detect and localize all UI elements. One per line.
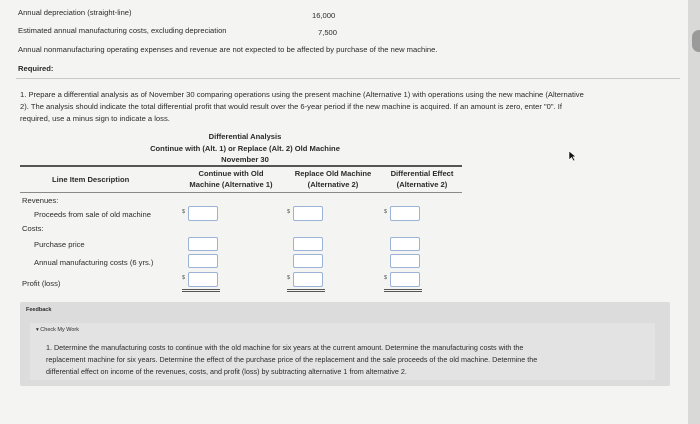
- divider: [16, 78, 680, 79]
- total-underline: [182, 289, 220, 290]
- diff-proceeds-input[interactable]: [390, 206, 420, 221]
- alt2-profit-input[interactable]: [293, 272, 323, 287]
- feedback-label: Feedback: [26, 307, 52, 313]
- currency-symbol: $: [182, 275, 186, 281]
- row-purchase-price: Purchase price: [34, 240, 85, 249]
- depreciation-value: 16,000: [312, 11, 336, 20]
- alt1-manufacturing-input[interactable]: [188, 254, 218, 268]
- row-profit-loss: Profit (loss): [22, 279, 61, 288]
- total-underline: [182, 291, 220, 292]
- row-revenues: Revenues:: [22, 196, 59, 205]
- caret-down-icon: ▾: [36, 327, 39, 333]
- col-header-line-item: Line Item Description: [52, 175, 130, 184]
- total-underline: [287, 291, 325, 292]
- currency-symbol: $: [287, 209, 291, 215]
- diff-profit-input[interactable]: [390, 272, 420, 287]
- diff-manufacturing-input[interactable]: [390, 254, 420, 268]
- window-edge: [688, 0, 700, 424]
- currency-symbol: $: [384, 209, 388, 215]
- col-header-alt2-line2: (Alternative 2): [307, 180, 359, 189]
- row-costs: Costs:: [22, 224, 44, 233]
- total-underline: [287, 289, 325, 290]
- diff-purchase-input[interactable]: [390, 237, 420, 251]
- table-date: November 30: [221, 155, 269, 164]
- instruction-line-3: required, use a minus sign to indicate a loss.: [20, 114, 170, 123]
- table-title: Differential Analysis: [208, 132, 282, 141]
- total-underline: [384, 291, 422, 292]
- feedback-line-1: 1. Determine the manufacturing costs to continue with the old machine for six years at the current amount. Determine the manufacturing costs with the: [46, 343, 524, 352]
- row-proceeds: Proceeds from sale of old machine: [34, 210, 151, 219]
- currency-symbol: $: [384, 275, 388, 281]
- table-top-rule: [20, 165, 462, 167]
- required-label: Required:: [18, 64, 54, 73]
- depreciation-label: Annual depreciation (straight-line): [18, 8, 132, 17]
- currency-symbol: $: [182, 209, 186, 215]
- currency-symbol: $: [287, 275, 291, 281]
- row-manufacturing-costs: Annual manufacturing costs (6 yrs.): [34, 258, 154, 267]
- feedback-line-3: differential effect on income of the revenues, costs, and profit (loss) by subtracting alternative 1 from alternative 2.: [46, 367, 407, 376]
- instruction-line-1: 1. Prepare a differential analysis as of November 30 comparing operations using the present machine (Alternative 1) with operations using the new machine (Alternative: [20, 90, 584, 99]
- feedback-line-2: replacement machine for six years. Determine the effect of the purchase price of the replacement and the sale proceeds of the old machine. Determine the: [46, 355, 538, 364]
- col-header-alt1-line2: Machine (Alternative 1): [189, 180, 273, 189]
- total-underline: [384, 289, 422, 290]
- col-header-diff-line1: Differential Effect: [390, 169, 454, 178]
- alt1-proceeds-input[interactable]: [188, 206, 218, 221]
- instruction-line-2: 2). The analysis should indicate the total differential profit that would result over the 6-year period if the new machine is acquired. If an amount is zero, enter "0". If: [20, 102, 563, 111]
- manufacturing-cost-label: Estimated annual manufacturing costs, excluding depreciation: [18, 26, 227, 35]
- alt2-manufacturing-input[interactable]: [293, 254, 323, 268]
- check-my-work-toggle[interactable]: [36, 327, 79, 333]
- alt1-profit-input[interactable]: [188, 272, 218, 287]
- check-my-work-label: Check My Work: [40, 327, 80, 333]
- header-rule: [20, 192, 462, 193]
- col-header-alt2-line1: Replace Old Machine: [294, 169, 372, 178]
- alt2-proceeds-input[interactable]: [293, 206, 323, 221]
- table-subtitle: Continue with (Alt. 1) or Replace (Alt. 2) Old Machine: [150, 144, 340, 153]
- manufacturing-cost-value: 7,500: [318, 28, 338, 37]
- mouse-cursor-icon: [568, 150, 577, 162]
- scroll-handle[interactable]: [692, 30, 700, 52]
- col-header-alt1-line1: Continue with Old: [198, 169, 264, 178]
- col-header-diff-line2: (Alternative 2): [396, 180, 448, 189]
- alt2-purchase-input[interactable]: [293, 237, 323, 251]
- note-text: Annual nonmanufacturing operating expenses and revenue are not expected to be affected by purchase of the new machine.: [18, 45, 438, 54]
- alt1-purchase-input[interactable]: [188, 237, 218, 251]
